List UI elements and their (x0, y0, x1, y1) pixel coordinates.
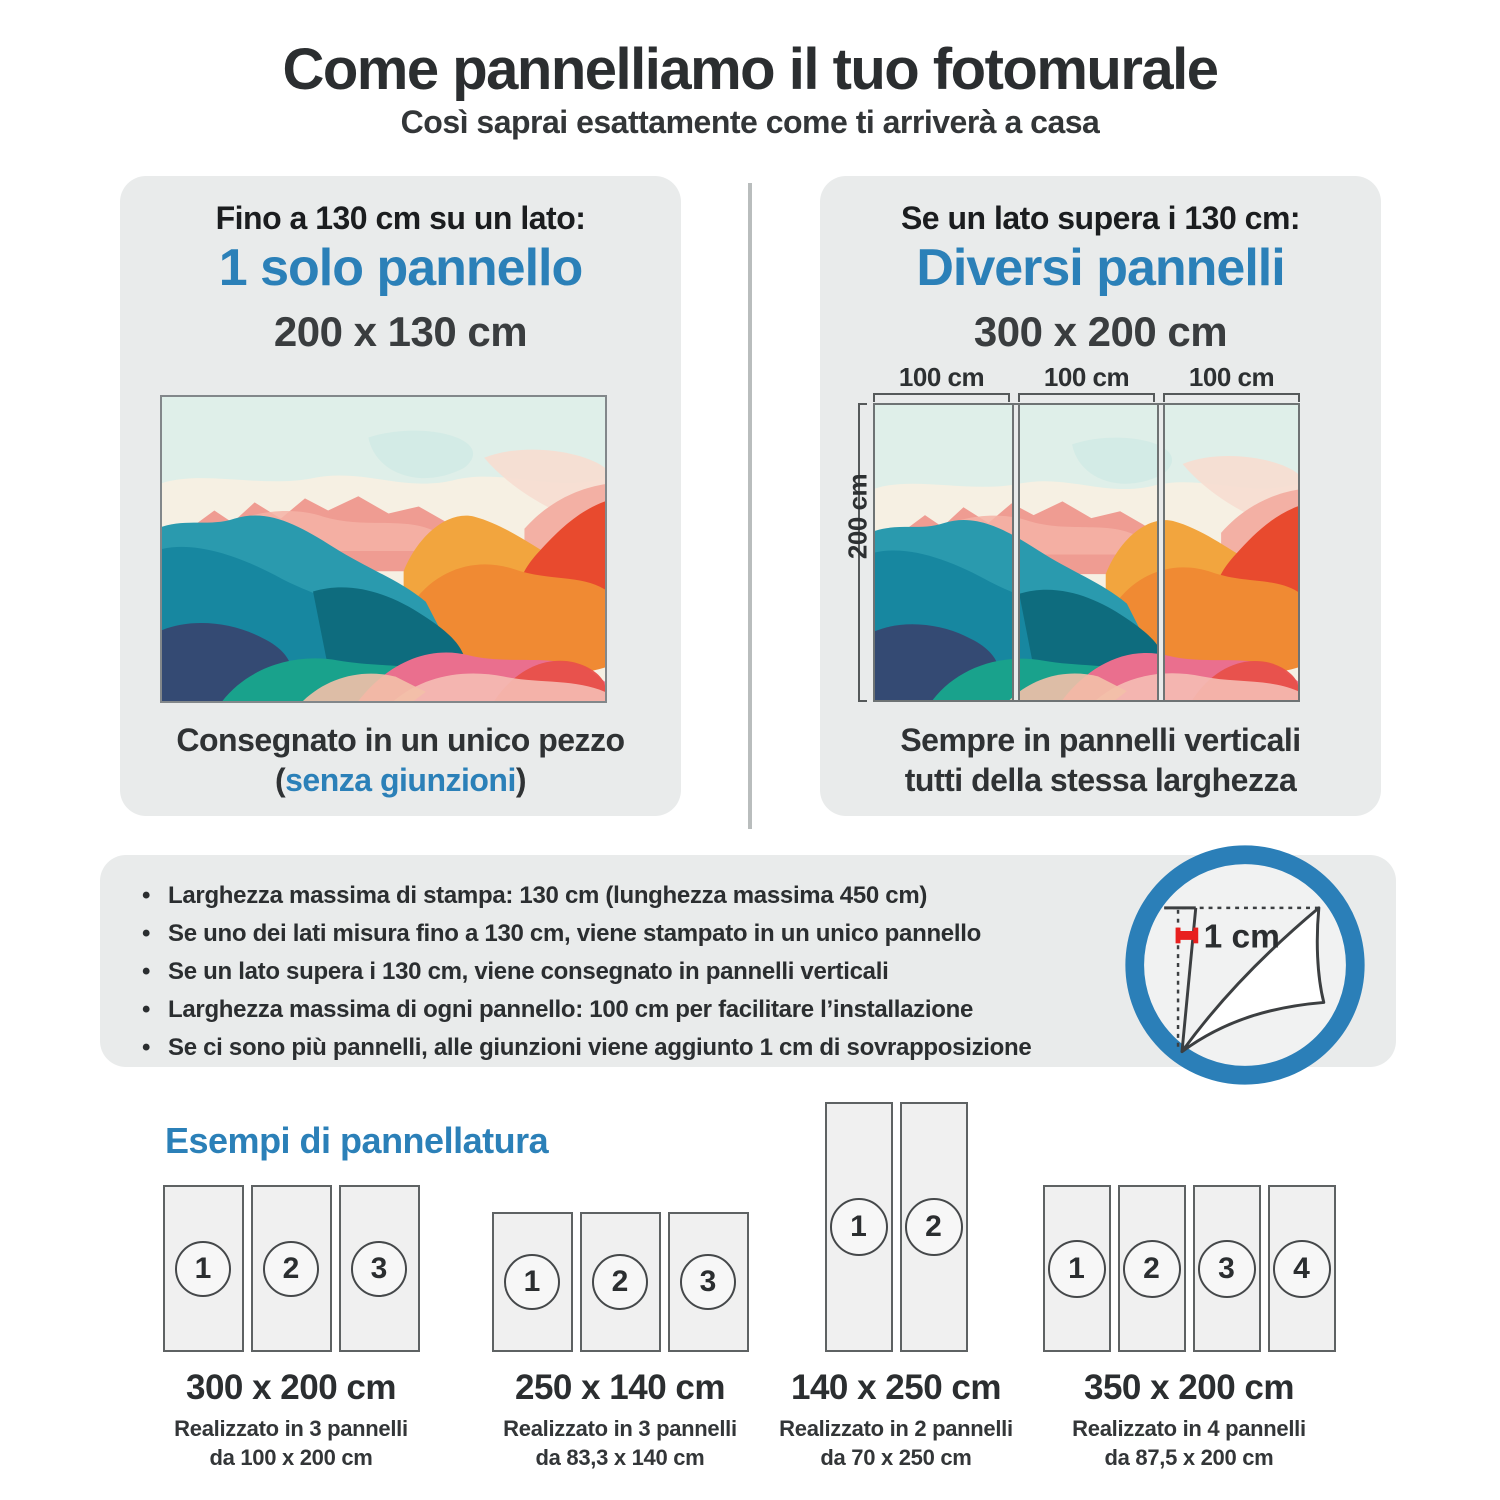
single-panel-caption (120, 720, 681, 800)
paren-close: ) (515, 762, 527, 798)
bullet-dot: • (142, 958, 151, 985)
panel (251, 1185, 332, 1352)
panel-number: 1 (504, 1254, 560, 1310)
width-dim-label-2: 100 cm (1043, 362, 1130, 392)
single-panel-size: 200 x 130 cm (273, 308, 528, 355)
example-140x250 (726, 1102, 1066, 1472)
watercolor-art (162, 397, 605, 701)
width-dim-bracket-1 (873, 393, 1010, 402)
bullet-text: Se un lato supera i 130 cm, viene consegnato in pannelli verticali (168, 958, 889, 985)
panel (1043, 1185, 1111, 1352)
example-size: 350 x 200 cm (1083, 1368, 1294, 1407)
multi-panel-caption (820, 720, 1381, 800)
page-subtitle: Così saprai esattamente come ti arriverà a casa (400, 104, 1100, 140)
multi-panel-size: 300 x 200 cm (973, 308, 1228, 355)
caption-line1: Consegnato in un unico pezzo (176, 722, 625, 758)
example-size: 140 x 250 cm (790, 1368, 1001, 1407)
caption-line2: tutti della stessa larghezza (904, 762, 1297, 798)
examples-heading: Esempi di pannellatura (165, 1119, 549, 1161)
example-size: 250 x 140 cm (514, 1368, 725, 1407)
panel (1118, 1185, 1186, 1352)
width-dim-bracket-2 (1018, 393, 1155, 402)
panel-number: 1 (830, 1198, 888, 1256)
bullet-text: Larghezza massima di ogni pannello: 100 cm per facilitare l’installazione (168, 996, 974, 1023)
example-size: 300 x 200 cm (185, 1368, 396, 1407)
vertical-divider (748, 183, 752, 829)
panel-number: 3 (351, 1241, 407, 1297)
panel-number: 3 (680, 1254, 736, 1310)
panel-seam-2 (1157, 405, 1165, 700)
page-curl-icon (1117, 837, 1373, 1093)
bullet-dot: • (142, 1034, 151, 1061)
width-dim-bracket-3 (1163, 393, 1300, 402)
panel (1268, 1185, 1336, 1352)
paren-open: ( (274, 762, 286, 798)
panel-number: 3 (1198, 1240, 1256, 1298)
example-panels (121, 1102, 461, 1352)
overlap-1cm-icon (1117, 837, 1373, 1093)
panel-seam-1 (1012, 405, 1020, 700)
bullet-text: Se ci sono più pannelli, alle giunzioni viene aggiunto 1 cm di sovrapposizione (168, 1034, 1032, 1061)
panel-number: 1 (1048, 1240, 1106, 1298)
height-dim-label: 200 cm (842, 473, 873, 560)
panel-number: 2 (905, 1198, 963, 1256)
page-title: Come pannelliamo il tuo fotomurale (282, 37, 1218, 102)
single-panel-heading: Fino a 130 cm su un lato: (215, 200, 586, 236)
panel-number: 1 (175, 1241, 231, 1297)
example-panels (726, 1102, 1066, 1352)
panel (492, 1212, 573, 1352)
multi-panel-box (820, 176, 1381, 816)
single-panel-box (120, 176, 681, 816)
panel (163, 1185, 244, 1352)
bullet-text: Se uno dei lati misura fino a 130 cm, viene stampato in un unico pannello (168, 920, 981, 947)
panel (825, 1102, 893, 1352)
multi-panel-highlight: Diversi pannelli (916, 239, 1285, 297)
example-350x200 (1019, 1102, 1359, 1472)
panel-number: 4 (1273, 1240, 1331, 1298)
bullet-text: Larghezza massima di stampa: 130 cm (lunghezza massima 450 cm) (168, 882, 928, 909)
watercolor-art (875, 405, 1298, 700)
width-dim-label-1: 100 cm (898, 362, 985, 392)
example-300x200 (121, 1102, 461, 1472)
panel-number: 2 (592, 1254, 648, 1310)
panel-number: 2 (263, 1241, 319, 1297)
example-caption: Realizzato in 4 pannelli da 87,5 x 200 cm (1072, 1416, 1306, 1470)
example-caption: Realizzato in 2 pannelli da 70 x 250 cm (779, 1416, 1013, 1470)
width-dim-label-3: 100 cm (1188, 362, 1275, 392)
bullet-dot: • (142, 920, 151, 947)
example-caption: Realizzato in 3 pannelli da 100 x 200 cm (174, 1416, 408, 1470)
multi-panel-heading: Se un lato supera i 130 cm: (900, 200, 1301, 236)
panel (1193, 1185, 1261, 1352)
panel (900, 1102, 968, 1352)
mural-image-panelled (873, 403, 1300, 702)
mural-image-single (160, 395, 607, 703)
caption-highlight: senza giunzioni (285, 762, 516, 798)
overlap-label: 1 cm (1203, 918, 1280, 956)
panel-number: 2 (1123, 1240, 1181, 1298)
bullet-dot: • (142, 882, 151, 909)
panel (339, 1185, 420, 1352)
example-panels (1019, 1102, 1359, 1352)
example-caption: Realizzato in 3 pannelli da 83,3 x 140 cm (503, 1416, 737, 1470)
single-panel-highlight: 1 solo pannello (218, 239, 583, 297)
caption-line1: Sempre in pannelli verticali (900, 722, 1301, 758)
bullet-dot: • (142, 996, 151, 1023)
panel (580, 1212, 661, 1352)
